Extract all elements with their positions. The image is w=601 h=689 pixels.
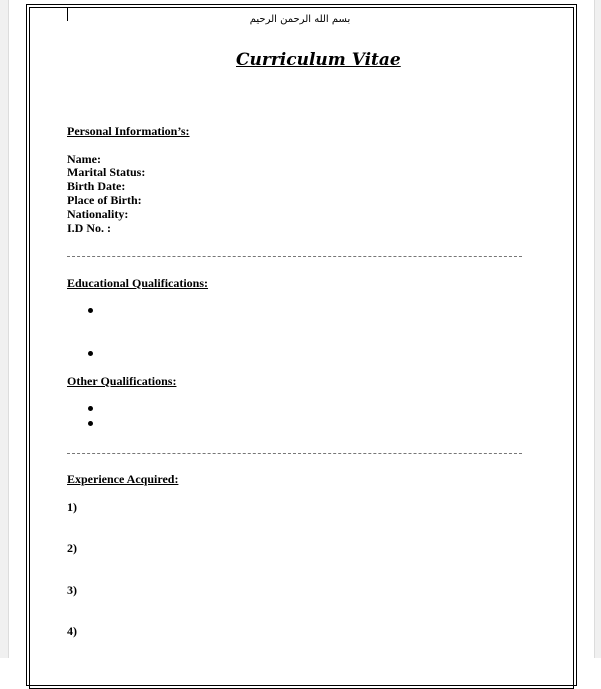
education-heading: Educational Qualifications: [67,276,209,290]
field-place-of-birth: Place of Birth: [67,193,142,207]
field-nationality: Nationality: [67,207,129,221]
field-birth-date: Birth Date: [67,179,126,193]
experience-item: 2) [67,541,77,555]
experience-heading: Experience Acquired: [67,472,179,486]
education-bullet [88,351,93,356]
field-id-no: I.D No. : [67,221,111,235]
experience-item: 3) [67,583,77,597]
other-bullet [88,421,93,426]
bismillah-text: بسم الله الرحمن الرحيم [249,14,351,25]
personal-info-heading: Personal Information’s: [67,124,190,138]
text-cursor [67,8,68,21]
page-border-inner [29,7,574,689]
field-name: Name: [67,152,101,166]
section-divider [67,256,522,257]
page-left-margin [0,0,9,658]
other-qualifications-heading: Other Qualifications: [67,374,177,388]
section-divider [67,453,522,454]
experience-item: 1) [67,500,77,514]
document-title: Curriculum Vitae [236,50,401,70]
page-right-margin [594,0,601,658]
field-marital-status: Marital Status: [67,165,146,179]
experience-item: 4) [67,624,77,638]
other-bullet [88,406,93,411]
education-bullet [88,308,93,313]
